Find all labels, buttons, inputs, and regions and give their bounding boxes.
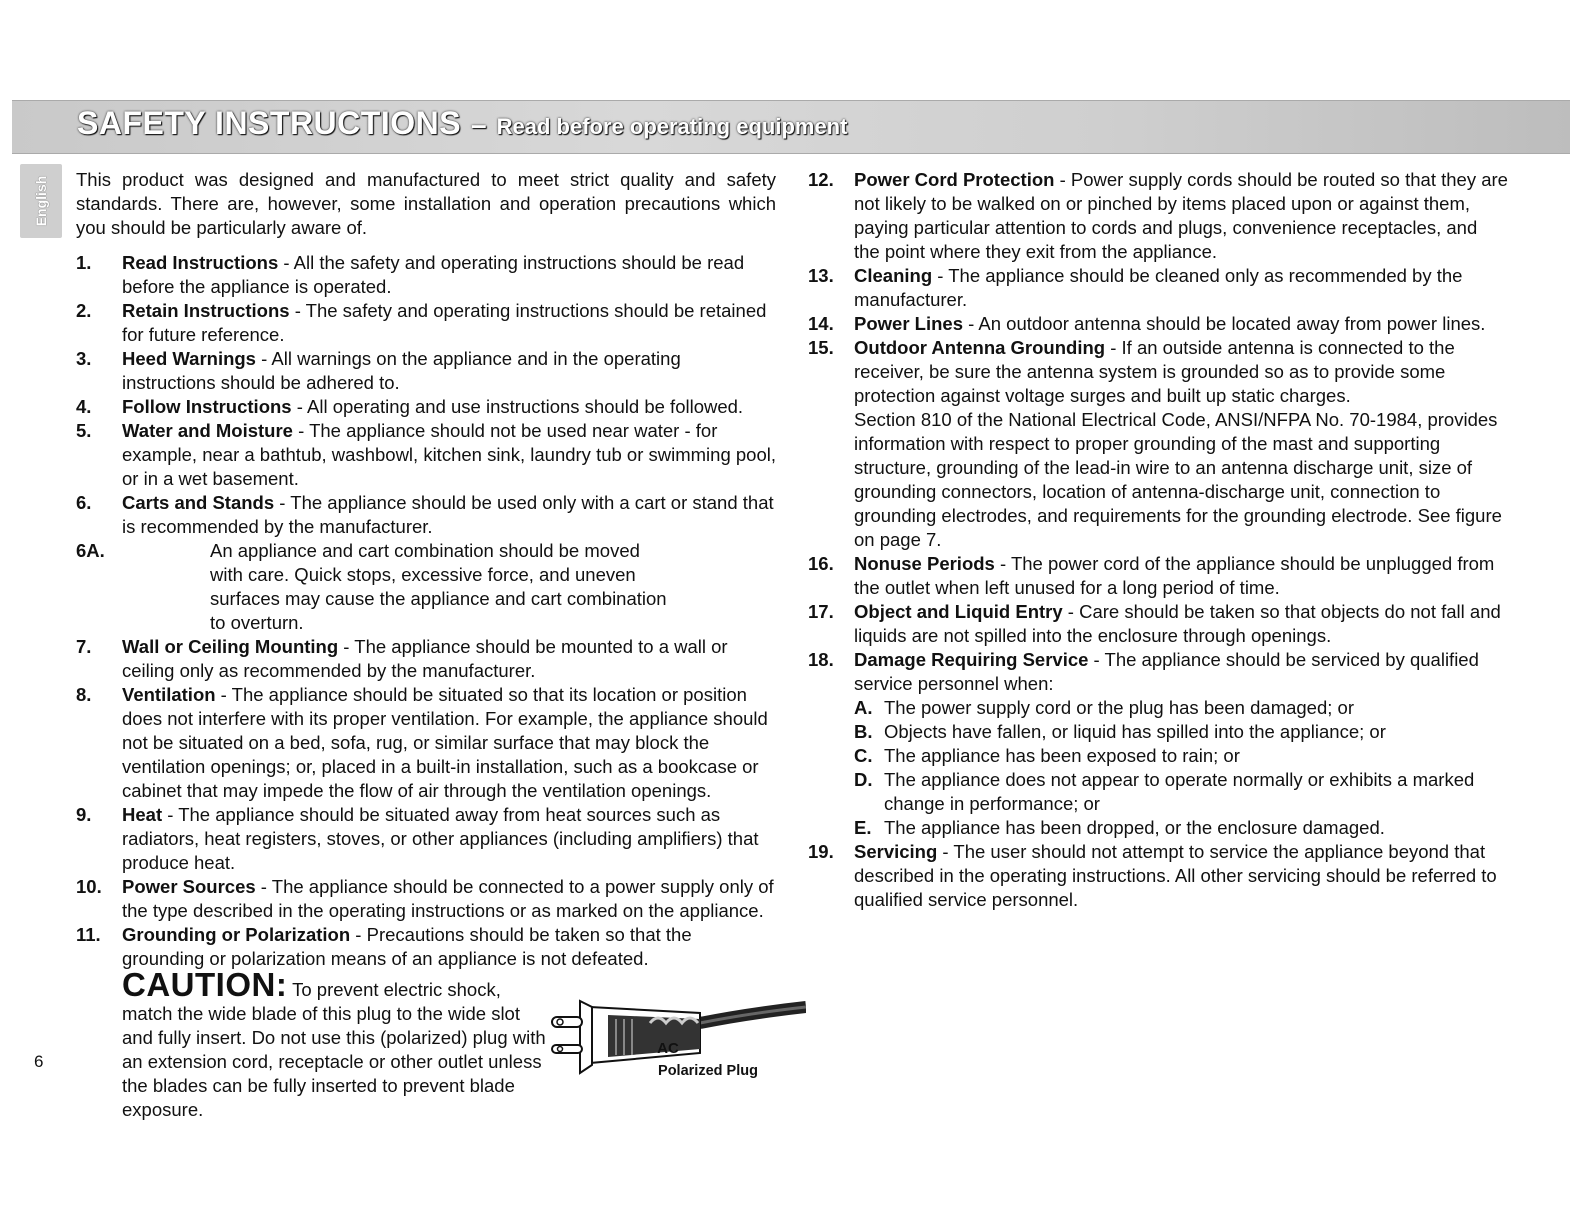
- list-item: [76, 803, 776, 875]
- sub-item: [854, 768, 1508, 816]
- item-title: Water and Moisture: [122, 420, 293, 441]
- list-item: [808, 648, 1508, 840]
- item-title: Servicing: [854, 841, 938, 862]
- sub-text: The power supply cord or the plug has been damaged; or: [884, 697, 1354, 718]
- right-column: [808, 168, 1508, 912]
- list-item: [808, 552, 1508, 600]
- sub-letter: C.: [854, 745, 873, 766]
- item-text: - An outdoor antenna should be located away from power lines.: [962, 313, 1486, 334]
- item-text: - The appliance should not be used near water - for example, near a bathtub, washbowl, kitchen sink, laundry tub or swimming pool, or in a wet basement.: [122, 420, 777, 489]
- plug-label-type: Polarized Plug: [658, 1063, 758, 1079]
- item-title: Cleaning: [854, 265, 933, 286]
- sub-letter: B.: [854, 721, 873, 742]
- caution-text: [122, 966, 552, 1122]
- item-number: 16.: [808, 553, 834, 574]
- item-text: - If an outside antenna is connected to the receiver, be sure the antenna system is grounded so as to provide some protection against voltage surges and built up static charges.: [854, 337, 1455, 406]
- list-item: [76, 923, 776, 971]
- item-number: 19.: [808, 841, 834, 862]
- item-number: 12.: [808, 169, 834, 190]
- item-number: 11.: [76, 924, 101, 945]
- item-number: 7.: [76, 636, 92, 657]
- title-dash: –: [471, 109, 487, 140]
- plug-label-ac: AC: [657, 1040, 679, 1057]
- item-text: - Power supply cords should be routed so that they are not likely to be walked on or pinched by items placed upon or against them, paying particular attention to cords and plugs, convenience receptacles, and the point where they exit from the appliance.: [854, 169, 1508, 262]
- list-item: [76, 395, 776, 419]
- item-number: 13.: [808, 265, 834, 286]
- item-text: - The appliance should be used only with a cart or stand that is recommended by the manufacturer.: [122, 492, 774, 537]
- header-banner: [12, 100, 1570, 154]
- list-item: [76, 347, 776, 395]
- list-item: [76, 419, 776, 491]
- language-tab: [20, 164, 62, 238]
- sub-text: The appliance does not appear to operate normally or exhibits a marked change in performance; or: [884, 769, 1475, 814]
- item-title: Power Cord Protection: [854, 169, 1055, 190]
- item-text: An appliance and cart combination should be moved with care. Quick stops, excessive force, and uneven surfaces may cause the appliance and cart combination to overturn.: [210, 540, 667, 633]
- item-text: - The appliance should be situated so that its location or position does not interfere with its proper ventilation. For example, the appliance should not be situated on a bed, sofa, rug, or similar surface that may block the ventilation openings; or, placed in a built-in installation, such as a bookcase or cabinet that may impede the flow of air through the ventilation openings.: [122, 684, 768, 801]
- title-sub: Read before operating equipment: [496, 114, 848, 139]
- item-text: - The appliance should be connected to a power supply only of the type described in the operating instructions or as marked on the appliance.: [122, 876, 774, 921]
- item-number: 5.: [76, 420, 92, 441]
- list-item: [808, 168, 1508, 264]
- item-text: - All warnings on the appliance and in the operating instructions should be adhered to.: [122, 348, 681, 393]
- sub-item: [854, 744, 1508, 768]
- sub-item: [854, 816, 1508, 840]
- item-title: Damage Requiring Service: [854, 649, 1089, 670]
- list-item: [76, 635, 776, 683]
- intro-paragraph: This product was designed and manufactured to meet strict quality and safety standards. There are, however, some installation and operation precautions which you should be particularly aware of.: [76, 169, 776, 238]
- list-item: [76, 683, 776, 803]
- sub-item: [854, 696, 1508, 720]
- item-title: Heed Warnings: [122, 348, 256, 369]
- item-text: - The appliance should be mounted to a wall or ceiling only as recommended by the manufacturer.: [122, 636, 728, 681]
- item-title: Heat: [122, 804, 163, 825]
- item-title: Read Instructions: [122, 252, 279, 273]
- item-title: Ventilation: [122, 684, 216, 705]
- item-title: Object and Liquid Entry: [854, 601, 1063, 622]
- caution-body: To prevent electric shock, match the wide blade of this plug to the wide slot and fully insert. Do not use this (polarized) plug with an extension cord, receptacle or other outlet unless the blades can be fully inserted to prevent blade exposure.: [122, 979, 546, 1120]
- item-text: - The power cord of the appliance should be unplugged from the outlet when left unused for a long period of time.: [854, 553, 1495, 598]
- item-title: Outdoor Antenna Grounding: [854, 337, 1106, 358]
- item-text: - All the safety and operating instructions should be read before the appliance is operated.: [122, 252, 745, 297]
- sub-letter: D.: [854, 769, 873, 790]
- item-number: 18.: [808, 649, 834, 670]
- item-text: - The safety and operating instructions should be retained for future reference.: [122, 300, 767, 345]
- item-text: - The appliance should be cleaned only as recommended by the manufacturer.: [854, 265, 1463, 310]
- item-title: Carts and Stands: [122, 492, 275, 513]
- list-item: [76, 875, 776, 923]
- item-text: - The appliance should be situated away from heat sources such as radiators, heat registers, stoves, or other appliances (including amplifiers) that produce heat.: [122, 804, 759, 873]
- item-title: Power Lines: [854, 313, 963, 334]
- caution-heading: CAUTION:: [122, 966, 288, 1003]
- list-item: [76, 251, 776, 299]
- item-title: Retain Instructions: [122, 300, 290, 321]
- list-item: [808, 840, 1508, 912]
- item-title: Follow Instructions: [122, 396, 292, 417]
- item-number: 10.: [76, 876, 102, 897]
- sub-text: The appliance has been exposed to rain; or: [884, 745, 1240, 766]
- title-main: SAFETY INSTRUCTIONS: [77, 105, 462, 141]
- list-item: [808, 312, 1508, 336]
- page-number: 6: [34, 1052, 44, 1071]
- item-number: 17.: [808, 601, 834, 622]
- item-number: 1.: [76, 252, 92, 273]
- sub-text: Objects have fallen, or liquid has spilled into the appliance; or: [884, 721, 1386, 742]
- item-title: Power Sources: [122, 876, 256, 897]
- item-title: Wall or Ceiling Mounting: [122, 636, 339, 657]
- item-number: 3.: [76, 348, 92, 369]
- item-text: - All operating and use instructions should be followed.: [291, 396, 744, 417]
- item-number: 4.: [76, 396, 92, 417]
- item-extra-text: Section 810 of the National Electrical Code, ANSI/NFPA No. 70-1984, provides information with respect to proper grounding of the mast and supporting structure, grounding of the lead-in wire to an antenna discharge unit, size of grounding connectors, location of antenna-discharge unit, connection to grounding electrodes, and requirements for the grounding electrode. See figure on page 7.: [854, 409, 1502, 550]
- caution-block: [122, 966, 776, 1120]
- sub-letter: A.: [854, 697, 873, 718]
- item-text: - The user should not attempt to service the appliance beyond that described in the operating instructions. All other servicing should be referred to qualified service personnel.: [854, 841, 1497, 910]
- sub-letter: E.: [854, 817, 872, 838]
- list-item: [76, 491, 776, 539]
- item-text: - Care should be taken so that objects do not fall and liquids are not spilled into the enclosure through openings.: [854, 601, 1501, 646]
- item-number: 6A.: [76, 540, 105, 561]
- list-item: [808, 264, 1508, 312]
- item-number: 2.: [76, 300, 92, 321]
- list-item: [76, 299, 776, 347]
- sub-text: The appliance has been dropped, or the enclosure damaged.: [884, 817, 1385, 838]
- list-item: [76, 539, 776, 635]
- item-number: 6.: [76, 492, 92, 513]
- item-number: 14.: [808, 313, 834, 334]
- item-text: - The appliance should be serviced by qualified service personnel when:: [854, 649, 1479, 694]
- item-text: - Precautions should be taken so that the grounding or polarization means of an appliance is not defeated.: [122, 924, 692, 969]
- page-title: [77, 105, 847, 142]
- left-column: [76, 168, 777, 1120]
- language-label: English: [33, 175, 49, 227]
- item-title: Grounding or Polarization: [122, 924, 351, 945]
- list-item: [808, 600, 1508, 648]
- item-number: 9.: [76, 804, 92, 825]
- item-number: 15.: [808, 337, 834, 358]
- sub-item: [854, 720, 1508, 744]
- item-number: 8.: [76, 684, 92, 705]
- polarized-plug-illustration: [550, 993, 806, 1089]
- item-title: Nonuse Periods: [854, 553, 995, 574]
- list-item: [808, 336, 1508, 552]
